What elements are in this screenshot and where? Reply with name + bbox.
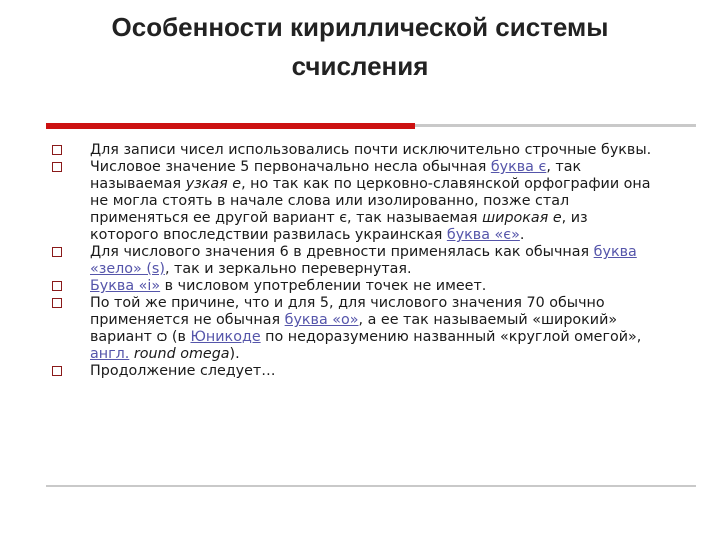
title-line-1: Особенности кириллической системы [111, 12, 609, 42]
link-letter-o[interactable]: буква «о» [284, 312, 359, 328]
link-unicode[interactable]: Юникоде [190, 329, 261, 345]
square-bullet-icon [52, 162, 62, 172]
italic-term: узкая е [185, 176, 242, 192]
italic-term: round omega [133, 346, 230, 362]
item-text: . [519, 227, 525, 243]
item-text: Числовое значение 5 первоначально несла обычная [90, 159, 491, 175]
square-bullet-icon [52, 281, 62, 291]
list-item [52, 159, 652, 244]
item-text: , так называемая [90, 159, 582, 192]
link-letter-ye[interactable]: буква є [490, 159, 547, 175]
item-text: , так и зеркально перевернутая. [164, 261, 412, 277]
item-text: Продолжение следует… [90, 363, 276, 379]
slide-title [40, 8, 680, 86]
list-item [52, 244, 652, 278]
item-text: в числовом употреблении точек не имеет. [160, 278, 487, 294]
list-item [52, 363, 652, 380]
list-item [52, 278, 652, 295]
title-line-2: счисления [291, 51, 429, 81]
link-letter-zelo[interactable]: буква «зело» (ѕ) [90, 244, 637, 277]
item-text: По той же причине, что и для 5, для числового значения 70 обычно применяется не обычная [90, 295, 605, 328]
square-bullet-icon [52, 366, 62, 376]
item-text: по недоразумению названный «круглой омегой», [260, 329, 642, 345]
link-english[interactable]: англ. [90, 346, 130, 362]
item-text: Для числового значения 6 в древности применялась как обычная [90, 244, 594, 260]
square-bullet-icon [52, 298, 62, 308]
item-text: Для записи чисел использовались почти исключительно строчные буквы. [90, 142, 652, 158]
title-accent-bar [46, 123, 415, 129]
square-bullet-icon [52, 145, 62, 155]
bullet-list [52, 142, 652, 380]
italic-term: широкая е [482, 210, 562, 226]
item-text: , а ее так называемый «широкий» вариант ѻ (в [90, 312, 618, 345]
square-bullet-icon [52, 247, 62, 257]
item-text: , из которого впоследствии развилась украинская [90, 210, 588, 243]
list-item [52, 295, 652, 363]
item-text: ). [229, 346, 240, 362]
link-letter-i[interactable]: Буква «і» [90, 278, 161, 294]
link-letter-ukrainian-ye[interactable]: буква «є» [446, 227, 520, 243]
item-text: , но так как по церковно-славянской орфографии она не могла стоять в начале слова или изолированно, позже стал применяться ее другой вариант є, так называемая [90, 176, 651, 226]
bottom-divider [46, 485, 696, 487]
list-item [52, 142, 652, 159]
